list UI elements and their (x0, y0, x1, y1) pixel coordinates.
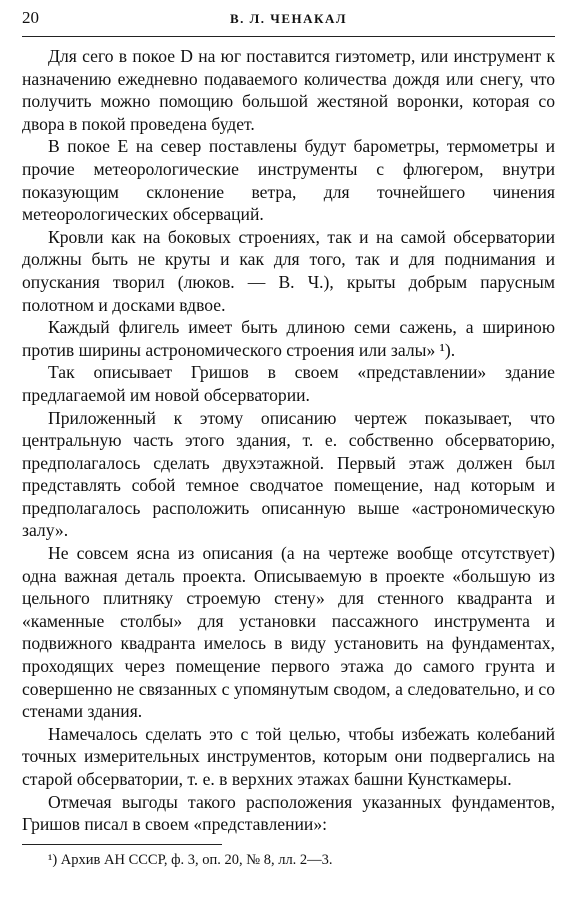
paragraph-7: Не совсем ясна из описания (а на чертеже вообще отсутствует) одна важная деталь проекта. Описываемую в проекте «большую из цельного плитняку строемую стену» для стенного квадранта и «каменные столбы» для установки пассажного инструмента и подвижного квадранта имелось в виду установить на фундаментах, проходящих через помещение первого этажа до самого грунта и совершенно не связанных с упомянутым сводом, а следовательно, и со стенами здания. (22, 543, 555, 722)
paragraph-8: Намечалось сделать это с той целью, чтобы избежать колебаний точных измерительных инструментов, которым они подвергались на старой обсерватории, т. е. в верхних этажах башни Кунсткамеры. (22, 723, 555, 789)
paragraph-1: Для сего в покое D на юг поставится гиэтометр, или инструмент к назначению ежедневно подаваемого количества дождя или снегу, что получить можно помощию большой жестяной воронки, которая со двора в покой проведена будет. (22, 46, 555, 134)
page-number: 20 (22, 8, 39, 27)
paragraph-5: Так описывает Гришов в своем «представлении» здание предлагаемой им новой обсерватории. (22, 362, 555, 405)
paragraph-9: Отмечая выгоды такого расположения указанных фундаментов, Гришов писал в своем «представлении»: (22, 791, 555, 835)
running-head (22, 6, 555, 37)
book-page (22, 0, 555, 900)
paragraph-3: Кровли как на боковых строениях, так и на самой обсерватории должны быть не круты и как для того, так и для поднимания и опускания творил (люков. — В. Ч.), крыты добрым парусным полотном и досками вдвое. (22, 226, 555, 315)
footnote: ¹) Архив АН СССР, ф. 3, оп. 20, № 8, лл. 2—3. (48, 851, 333, 868)
footnote-divider (22, 844, 222, 845)
paragraph-6: Приложенный к этому описанию чертеж показывает, что центральную часть этого здания, т. е. собственно обсерваторию, предполагалось сделать двухэтажной. Первый этаж должен был представлять собой темное сводчатое помещение, над которым и предполагалось расположить описанную выше «астрономическую залу». (22, 407, 555, 541)
paragraph-2: В покое E на север поставлены будут барометры, термометры и прочие метеорологические инструменты с флюгером, внутри показующим склонение ветра, для точнейшего чинения метеорологических обсерваций. (22, 136, 555, 225)
body-text (22, 45, 555, 836)
paragraph-4: Каждый флигель имеет быть длиною семи сажень, а шириною против ширины астрономического строения или залы» ¹). (22, 317, 555, 360)
running-title: В. Л. ЧЕНАКАЛ (229, 11, 348, 26)
